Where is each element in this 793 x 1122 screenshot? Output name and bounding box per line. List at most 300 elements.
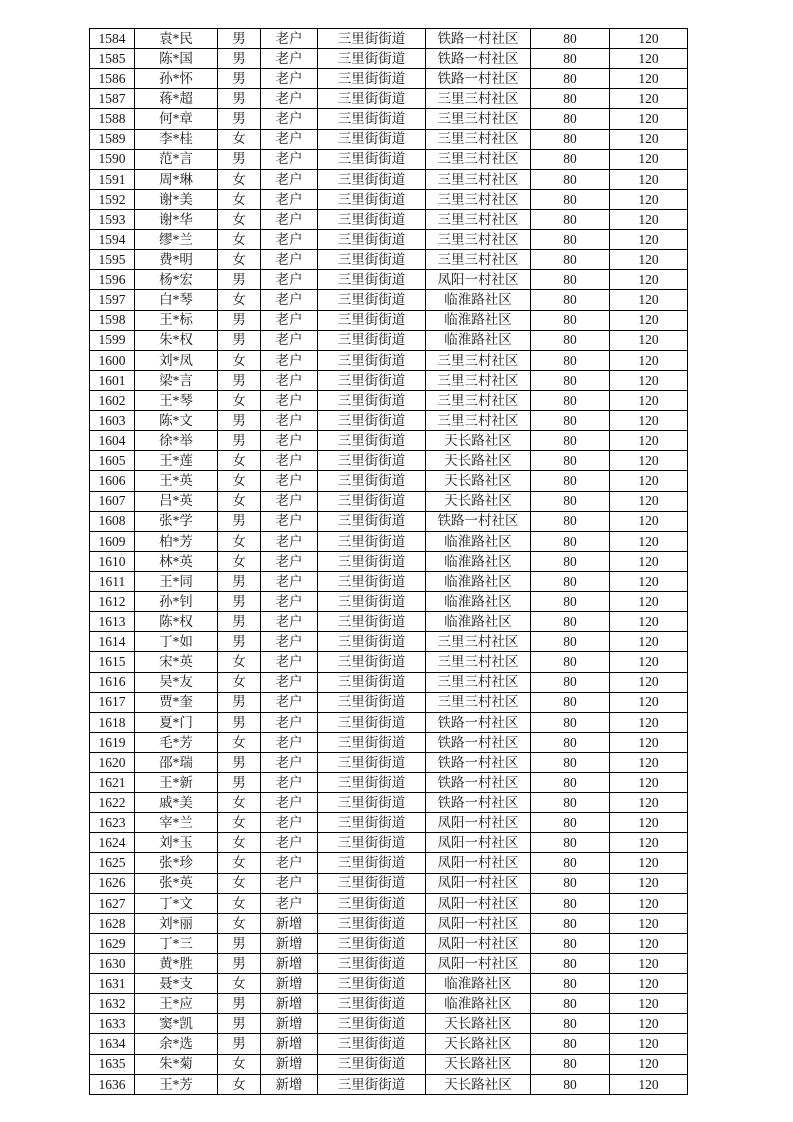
- cell-household-type: 新增: [261, 913, 318, 933]
- cell-household-type: 老户: [261, 230, 318, 250]
- cell-community: 天长路社区: [426, 471, 531, 491]
- table-row: [90, 813, 688, 833]
- cell-gender: 女: [218, 169, 261, 189]
- cell-seq-no: 1587: [90, 89, 135, 109]
- table-row: [90, 149, 688, 169]
- cell-household-type: 老户: [261, 390, 318, 410]
- cell-street: 三里街街道: [318, 954, 426, 974]
- cell-seq-no: 1623: [90, 813, 135, 833]
- cell-household-type: 老户: [261, 270, 318, 290]
- table-row: [90, 69, 688, 89]
- cell-community: 临淮路社区: [426, 994, 531, 1014]
- cell-amount-1: 80: [531, 692, 610, 712]
- cell-household-type: 老户: [261, 109, 318, 129]
- cell-gender: 男: [218, 330, 261, 350]
- cell-household-type: 老户: [261, 189, 318, 209]
- cell-amount-2: 120: [610, 49, 688, 69]
- cell-amount-2: 120: [610, 491, 688, 511]
- cell-name: 林*英: [135, 551, 218, 571]
- table-row: [90, 933, 688, 953]
- cell-household-type: 老户: [261, 612, 318, 632]
- cell-street: 三里街街道: [318, 230, 426, 250]
- cell-gender: 男: [218, 370, 261, 390]
- table-row: [90, 893, 688, 913]
- cell-amount-2: 120: [610, 1054, 688, 1074]
- cell-gender: 女: [218, 1054, 261, 1074]
- cell-seq-no: 1602: [90, 390, 135, 410]
- cell-amount-2: 120: [610, 592, 688, 612]
- cell-street: 三里街街道: [318, 29, 426, 49]
- cell-household-type: 老户: [261, 129, 318, 149]
- cell-seq-no: 1625: [90, 853, 135, 873]
- cell-amount-1: 80: [531, 109, 610, 129]
- cell-community: 临淮路社区: [426, 330, 531, 350]
- cell-amount-2: 120: [610, 551, 688, 571]
- cell-street: 三里街街道: [318, 431, 426, 451]
- cell-seq-no: 1624: [90, 833, 135, 853]
- cell-name: 梁*言: [135, 370, 218, 390]
- cell-community: 铁路一村社区: [426, 49, 531, 69]
- cell-name: 袁*民: [135, 29, 218, 49]
- cell-community: 三里三村社区: [426, 109, 531, 129]
- cell-amount-2: 120: [610, 853, 688, 873]
- cell-amount-2: 120: [610, 270, 688, 290]
- cell-amount-2: 120: [610, 732, 688, 752]
- cell-name: 丁*文: [135, 893, 218, 913]
- cell-street: 三里街街道: [318, 330, 426, 350]
- cell-amount-2: 120: [610, 994, 688, 1014]
- cell-seq-no: 1607: [90, 491, 135, 511]
- cell-name: 王*标: [135, 310, 218, 330]
- cell-name: 白*琴: [135, 290, 218, 310]
- cell-name: 刘*玉: [135, 833, 218, 853]
- cell-household-type: 老户: [261, 411, 318, 431]
- cell-street: 三里街街道: [318, 89, 426, 109]
- cell-amount-2: 120: [610, 873, 688, 893]
- cell-gender: 男: [218, 592, 261, 612]
- cell-household-type: 老户: [261, 511, 318, 531]
- cell-street: 三里街街道: [318, 652, 426, 672]
- cell-amount-1: 80: [531, 954, 610, 974]
- cell-community: 天长路社区: [426, 451, 531, 471]
- cell-gender: 女: [218, 913, 261, 933]
- cell-name: 蒋*超: [135, 89, 218, 109]
- cell-name: 黄*胜: [135, 954, 218, 974]
- cell-amount-1: 80: [531, 773, 610, 793]
- cell-seq-no: 1584: [90, 29, 135, 49]
- cell-street: 三里街街道: [318, 712, 426, 732]
- cell-community: 三里三村社区: [426, 149, 531, 169]
- cell-name: 王*英: [135, 471, 218, 491]
- cell-amount-1: 80: [531, 471, 610, 491]
- cell-amount-1: 80: [531, 833, 610, 853]
- cell-name: 王*芳: [135, 1074, 218, 1094]
- cell-community: 三里三村社区: [426, 169, 531, 189]
- cell-gender: 女: [218, 209, 261, 229]
- cell-amount-1: 80: [531, 793, 610, 813]
- cell-gender: 女: [218, 551, 261, 571]
- cell-seq-no: 1611: [90, 571, 135, 591]
- cell-name: 聂*支: [135, 974, 218, 994]
- cell-seq-no: 1619: [90, 732, 135, 752]
- cell-household-type: 新增: [261, 1034, 318, 1054]
- cell-amount-2: 120: [610, 169, 688, 189]
- cell-street: 三里街街道: [318, 974, 426, 994]
- cell-community: 临淮路社区: [426, 571, 531, 591]
- cell-household-type: 老户: [261, 370, 318, 390]
- cell-gender: 男: [218, 310, 261, 330]
- cell-seq-no: 1598: [90, 310, 135, 330]
- cell-community: 三里三村社区: [426, 230, 531, 250]
- cell-seq-no: 1634: [90, 1034, 135, 1054]
- table-row: [90, 390, 688, 410]
- table-row: [90, 873, 688, 893]
- cell-amount-2: 120: [610, 230, 688, 250]
- cell-seq-no: 1595: [90, 250, 135, 270]
- cell-amount-2: 120: [610, 954, 688, 974]
- cell-gender: 女: [218, 873, 261, 893]
- cell-household-type: 老户: [261, 89, 318, 109]
- cell-seq-no: 1610: [90, 551, 135, 571]
- table-row: [90, 1074, 688, 1094]
- cell-household-type: 老户: [261, 732, 318, 752]
- cell-amount-1: 80: [531, 511, 610, 531]
- cell-name: 丁*如: [135, 632, 218, 652]
- table-row: [90, 793, 688, 813]
- cell-name: 王*新: [135, 773, 218, 793]
- table-row: [90, 732, 688, 752]
- cell-gender: 男: [218, 954, 261, 974]
- cell-name: 张*学: [135, 511, 218, 531]
- cell-name: 谢*美: [135, 189, 218, 209]
- cell-amount-2: 120: [610, 290, 688, 310]
- table-row: [90, 290, 688, 310]
- cell-street: 三里街街道: [318, 672, 426, 692]
- cell-community: 铁路一村社区: [426, 511, 531, 531]
- cell-seq-no: 1613: [90, 612, 135, 632]
- table-row: [90, 612, 688, 632]
- cell-amount-1: 80: [531, 149, 610, 169]
- cell-amount-1: 80: [531, 893, 610, 913]
- cell-street: 三里街街道: [318, 411, 426, 431]
- cell-street: 三里街街道: [318, 692, 426, 712]
- cell-amount-1: 80: [531, 752, 610, 772]
- cell-community: 天长路社区: [426, 491, 531, 511]
- cell-gender: 男: [218, 29, 261, 49]
- cell-gender: 女: [218, 230, 261, 250]
- cell-amount-1: 80: [531, 290, 610, 310]
- cell-gender: 男: [218, 270, 261, 290]
- cell-amount-2: 120: [610, 531, 688, 551]
- table-row: [90, 370, 688, 390]
- table-row: [90, 230, 688, 250]
- cell-community: 天长路社区: [426, 1054, 531, 1074]
- cell-seq-no: 1589: [90, 129, 135, 149]
- cell-amount-2: 120: [610, 471, 688, 491]
- cell-street: 三里街街道: [318, 1074, 426, 1094]
- cell-community: 三里三村社区: [426, 692, 531, 712]
- cell-street: 三里街街道: [318, 833, 426, 853]
- cell-street: 三里街街道: [318, 350, 426, 370]
- cell-street: 三里街街道: [318, 1054, 426, 1074]
- cell-amount-1: 80: [531, 370, 610, 390]
- cell-seq-no: 1593: [90, 209, 135, 229]
- cell-community: 铁路一村社区: [426, 793, 531, 813]
- cell-name: 毛*芳: [135, 732, 218, 752]
- cell-amount-2: 120: [610, 451, 688, 471]
- cell-seq-no: 1601: [90, 370, 135, 390]
- cell-seq-no: 1597: [90, 290, 135, 310]
- cell-street: 三里街街道: [318, 732, 426, 752]
- cell-name: 邵*瑞: [135, 752, 218, 772]
- cell-community: 铁路一村社区: [426, 29, 531, 49]
- cell-gender: 男: [218, 773, 261, 793]
- cell-amount-1: 80: [531, 250, 610, 270]
- cell-community: 临淮路社区: [426, 612, 531, 632]
- cell-amount-1: 80: [531, 974, 610, 994]
- table-row: [90, 49, 688, 69]
- cell-amount-2: 120: [610, 330, 688, 350]
- cell-street: 三里街街道: [318, 551, 426, 571]
- table-row: [90, 129, 688, 149]
- cell-name: 丁*三: [135, 933, 218, 953]
- cell-amount-1: 80: [531, 853, 610, 873]
- cell-community: 临淮路社区: [426, 531, 531, 551]
- table-row: [90, 270, 688, 290]
- cell-seq-no: 1585: [90, 49, 135, 69]
- cell-community: 临淮路社区: [426, 310, 531, 330]
- cell-community: 三里三村社区: [426, 350, 531, 370]
- cell-community: 临淮路社区: [426, 974, 531, 994]
- cell-amount-2: 120: [610, 209, 688, 229]
- cell-community: 三里三村社区: [426, 370, 531, 390]
- cell-street: 三里街街道: [318, 290, 426, 310]
- cell-amount-2: 120: [610, 411, 688, 431]
- table-row: [90, 652, 688, 672]
- cell-amount-1: 80: [531, 813, 610, 833]
- cell-street: 三里街街道: [318, 310, 426, 330]
- cell-household-type: 新增: [261, 1014, 318, 1034]
- cell-amount-2: 120: [610, 893, 688, 913]
- cell-community: 临淮路社区: [426, 592, 531, 612]
- cell-amount-1: 80: [531, 592, 610, 612]
- cell-household-type: 老户: [261, 431, 318, 451]
- cell-seq-no: 1594: [90, 230, 135, 250]
- cell-community: 凤阳一村社区: [426, 933, 531, 953]
- cell-street: 三里街街道: [318, 873, 426, 893]
- cell-household-type: 老户: [261, 471, 318, 491]
- cell-amount-1: 80: [531, 652, 610, 672]
- cell-amount-2: 120: [610, 773, 688, 793]
- cell-gender: 男: [218, 752, 261, 772]
- cell-community: 凤阳一村社区: [426, 954, 531, 974]
- cell-amount-1: 80: [531, 189, 610, 209]
- cell-amount-1: 80: [531, 350, 610, 370]
- cell-seq-no: 1592: [90, 189, 135, 209]
- cell-name: 范*言: [135, 149, 218, 169]
- cell-amount-2: 120: [610, 89, 688, 109]
- cell-household-type: 老户: [261, 209, 318, 229]
- cell-amount-1: 80: [531, 571, 610, 591]
- cell-gender: 女: [218, 853, 261, 873]
- cell-amount-2: 120: [610, 109, 688, 129]
- table-body: [90, 29, 688, 1095]
- cell-street: 三里街街道: [318, 209, 426, 229]
- cell-street: 三里街街道: [318, 491, 426, 511]
- cell-household-type: 老户: [261, 169, 318, 189]
- cell-gender: 女: [218, 129, 261, 149]
- cell-street: 三里街街道: [318, 592, 426, 612]
- cell-seq-no: 1631: [90, 974, 135, 994]
- cell-name: 朱*权: [135, 330, 218, 350]
- cell-seq-no: 1620: [90, 752, 135, 772]
- table-row: [90, 974, 688, 994]
- cell-amount-2: 120: [610, 350, 688, 370]
- cell-gender: 男: [218, 571, 261, 591]
- cell-amount-1: 80: [531, 431, 610, 451]
- cell-household-type: 新增: [261, 994, 318, 1014]
- cell-seq-no: 1608: [90, 511, 135, 531]
- cell-gender: 男: [218, 994, 261, 1014]
- cell-amount-2: 120: [610, 672, 688, 692]
- cell-amount-2: 120: [610, 69, 688, 89]
- table-row: [90, 109, 688, 129]
- cell-name: 贾*奎: [135, 692, 218, 712]
- cell-amount-1: 80: [531, 1014, 610, 1034]
- cell-street: 三里街街道: [318, 109, 426, 129]
- cell-amount-1: 80: [531, 712, 610, 732]
- cell-household-type: 老户: [261, 491, 318, 511]
- cell-community: 三里三村社区: [426, 189, 531, 209]
- cell-gender: 男: [218, 933, 261, 953]
- cell-name: 陈*国: [135, 49, 218, 69]
- cell-seq-no: 1605: [90, 451, 135, 471]
- cell-amount-2: 120: [610, 712, 688, 732]
- cell-community: 凤阳一村社区: [426, 270, 531, 290]
- cell-amount-1: 80: [531, 1074, 610, 1094]
- cell-amount-2: 120: [610, 752, 688, 772]
- cell-seq-no: 1600: [90, 350, 135, 370]
- cell-amount-1: 80: [531, 1054, 610, 1074]
- cell-gender: 男: [218, 69, 261, 89]
- cell-amount-1: 80: [531, 230, 610, 250]
- cell-gender: 男: [218, 511, 261, 531]
- cell-name: 刘*凤: [135, 350, 218, 370]
- table-row: [90, 1034, 688, 1054]
- table-row: [90, 752, 688, 772]
- cell-name: 陈*文: [135, 411, 218, 431]
- cell-gender: 女: [218, 250, 261, 270]
- cell-seq-no: 1629: [90, 933, 135, 953]
- cell-amount-2: 120: [610, 29, 688, 49]
- cell-gender: 男: [218, 89, 261, 109]
- cell-amount-2: 120: [610, 250, 688, 270]
- cell-street: 三里街街道: [318, 270, 426, 290]
- cell-community: 天长路社区: [426, 1034, 531, 1054]
- cell-name: 宰*兰: [135, 813, 218, 833]
- cell-seq-no: 1633: [90, 1014, 135, 1034]
- cell-gender: 男: [218, 692, 261, 712]
- cell-amount-1: 80: [531, 129, 610, 149]
- cell-seq-no: 1609: [90, 531, 135, 551]
- cell-community: 凤阳一村社区: [426, 913, 531, 933]
- cell-amount-1: 80: [531, 310, 610, 330]
- cell-household-type: 老户: [261, 531, 318, 551]
- cell-gender: 女: [218, 1074, 261, 1094]
- cell-street: 三里街街道: [318, 169, 426, 189]
- cell-amount-2: 120: [610, 692, 688, 712]
- cell-community: 临淮路社区: [426, 551, 531, 571]
- table-row: [90, 89, 688, 109]
- table-row: [90, 773, 688, 793]
- cell-seq-no: 1590: [90, 149, 135, 169]
- cell-household-type: 老户: [261, 551, 318, 571]
- cell-community: 凤阳一村社区: [426, 893, 531, 913]
- cell-amount-1: 80: [531, 390, 610, 410]
- cell-seq-no: 1621: [90, 773, 135, 793]
- cell-household-type: 老户: [261, 672, 318, 692]
- cell-name: 吴*友: [135, 672, 218, 692]
- cell-gender: 女: [218, 732, 261, 752]
- cell-name: 王*应: [135, 994, 218, 1014]
- cell-seq-no: 1616: [90, 672, 135, 692]
- cell-household-type: 老户: [261, 873, 318, 893]
- cell-name: 吕*英: [135, 491, 218, 511]
- cell-street: 三里街街道: [318, 531, 426, 551]
- cell-seq-no: 1586: [90, 69, 135, 89]
- cell-seq-no: 1630: [90, 954, 135, 974]
- cell-gender: 女: [218, 491, 261, 511]
- cell-name: 戚*美: [135, 793, 218, 813]
- cell-amount-1: 80: [531, 49, 610, 69]
- cell-gender: 女: [218, 531, 261, 551]
- cell-name: 徐*举: [135, 431, 218, 451]
- cell-household-type: 老户: [261, 773, 318, 793]
- table-row: [90, 632, 688, 652]
- cell-street: 三里街街道: [318, 994, 426, 1014]
- cell-amount-2: 120: [610, 129, 688, 149]
- table-row: [90, 451, 688, 471]
- cell-street: 三里街街道: [318, 511, 426, 531]
- cell-amount-2: 120: [610, 149, 688, 169]
- cell-gender: 男: [218, 1014, 261, 1034]
- cell-street: 三里街街道: [318, 793, 426, 813]
- cell-gender: 男: [218, 149, 261, 169]
- table-row: [90, 511, 688, 531]
- cell-name: 周*琳: [135, 169, 218, 189]
- cell-street: 三里街街道: [318, 250, 426, 270]
- cell-amount-2: 120: [610, 1034, 688, 1054]
- cell-seq-no: 1588: [90, 109, 135, 129]
- cell-amount-2: 120: [610, 189, 688, 209]
- cell-seq-no: 1632: [90, 994, 135, 1014]
- cell-amount-1: 80: [531, 169, 610, 189]
- cell-amount-1: 80: [531, 933, 610, 953]
- cell-household-type: 老户: [261, 250, 318, 270]
- cell-community: 铁路一村社区: [426, 752, 531, 772]
- cell-seq-no: 1614: [90, 632, 135, 652]
- cell-gender: 女: [218, 833, 261, 853]
- cell-name: 费*明: [135, 250, 218, 270]
- table-row: [90, 592, 688, 612]
- cell-street: 三里街街道: [318, 571, 426, 591]
- cell-gender: 男: [218, 411, 261, 431]
- cell-street: 三里街街道: [318, 752, 426, 772]
- cell-name: 杨*宏: [135, 270, 218, 290]
- cell-amount-2: 120: [610, 813, 688, 833]
- table-row: [90, 954, 688, 974]
- cell-street: 三里街街道: [318, 49, 426, 69]
